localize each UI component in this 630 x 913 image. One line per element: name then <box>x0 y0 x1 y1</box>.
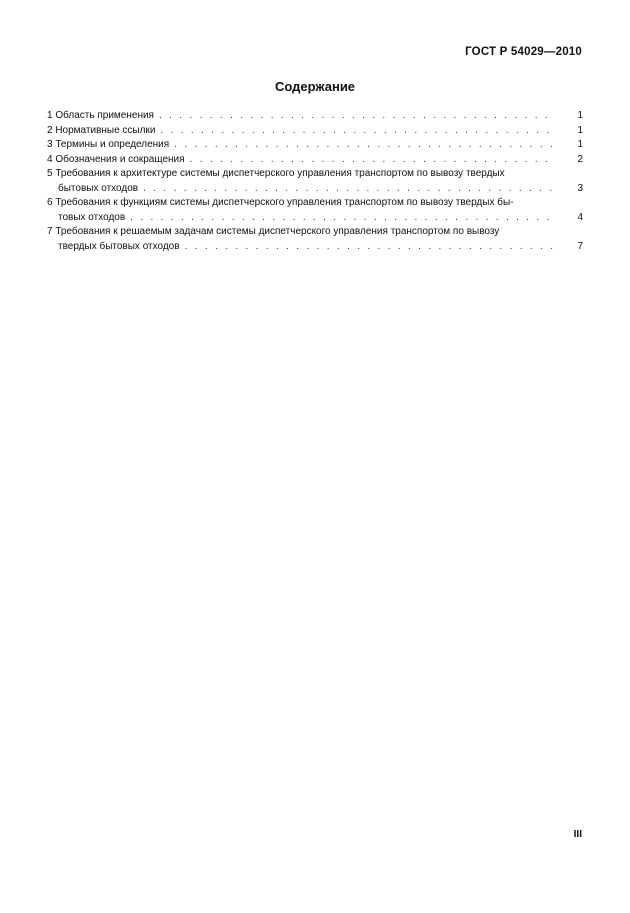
toc-page-number: 1 <box>577 110 583 121</box>
toc-page-number: 7 <box>577 240 583 252</box>
toc-entry-title-continued: товых отходов <box>58 211 126 223</box>
toc-entry-title: 5 Требования к архитектуре системы диспетчерского управления транспортом по вывозу твердых <box>47 168 505 179</box>
dot-leader <box>130 211 553 226</box>
toc-entry-title: 3 Термины и определения <box>47 139 170 150</box>
toc-entry-title: 7 Требования к решаемым задачам системы диспетчерского управления транспортом по вывозу <box>47 226 500 237</box>
toc-page-number: 2 <box>577 153 583 165</box>
toc-entry[interactable] <box>47 153 583 168</box>
dot-leader <box>160 124 553 139</box>
page-title: Содержание <box>274 79 356 94</box>
toc-entry[interactable] <box>47 167 583 196</box>
dot-leader <box>185 240 553 255</box>
toc-entry-title: 4 Обозначения и сокращения <box>47 153 185 165</box>
toc-entry[interactable] <box>47 109 583 124</box>
toc-entry-title-continued: бытовых отходов <box>58 182 139 194</box>
table-of-contents <box>47 109 583 254</box>
toc-page-number: 3 <box>577 182 583 194</box>
toc-page-number: 1 <box>577 139 583 150</box>
dot-leader <box>159 109 553 124</box>
toc-entry-title: 6 Требования к функциям системы диспетчерского управления транспортом по вывозу твердых бы- <box>47 197 514 208</box>
toc-entry-title: 2 Нормативные ссылки <box>47 124 156 136</box>
toc-entry-title: 1 Область применения <box>47 110 154 121</box>
toc-page-number: 1 <box>577 124 583 136</box>
toc-entry[interactable] <box>47 124 583 139</box>
toc-entry[interactable] <box>47 225 583 254</box>
dot-leader <box>143 182 553 197</box>
page-number: III <box>573 829 582 840</box>
toc-entry[interactable] <box>47 196 583 225</box>
document-code: ГОСТ Р 54029—2010 <box>465 46 582 58</box>
dot-leader <box>190 153 553 168</box>
toc-entry[interactable] <box>47 138 583 153</box>
dot-leader <box>174 138 553 153</box>
toc-page-number: 4 <box>577 211 583 223</box>
toc-entry-title-continued: твердых бытовых отходов <box>58 240 180 252</box>
